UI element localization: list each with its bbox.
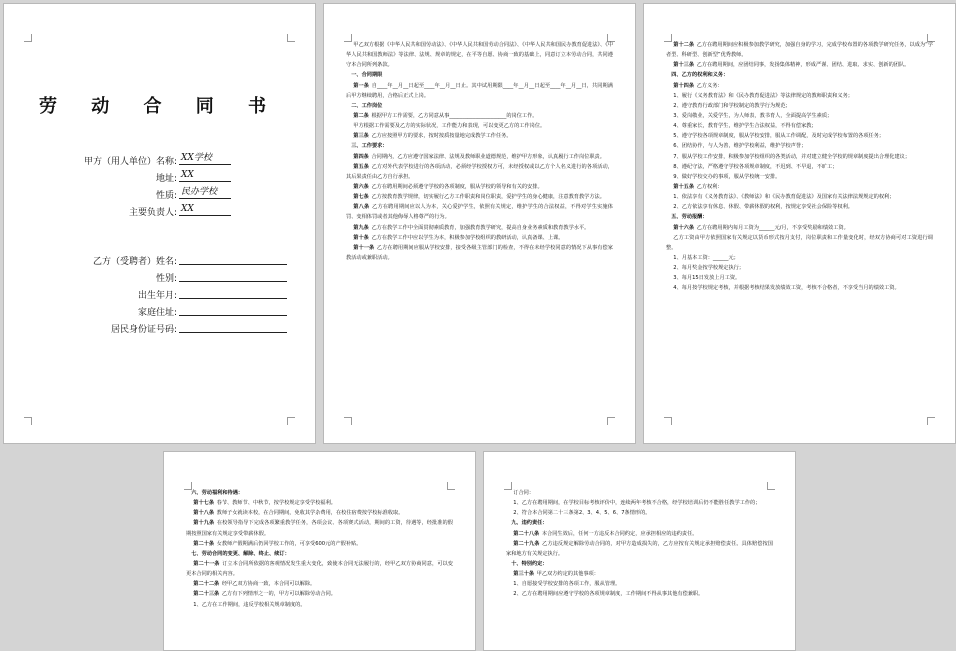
clause-paragraph xyxy=(666,141,933,151)
clause-text: 1、自愿接受学校安排的各项工作，服从管理。 xyxy=(513,581,621,588)
field-value[interactable]: 民办学校 xyxy=(179,186,231,199)
clause-text: 乙方违反规定解除劳动合同的，对甲方造成损失的，乙方应按有关规定承担赔偿责任。具体赔偿按国家和地方有关规定执行。 xyxy=(506,540,773,557)
page-2 xyxy=(323,3,636,444)
page-body xyxy=(506,488,773,600)
clause-number: 第一条 xyxy=(353,82,370,89)
field-label: 地址: xyxy=(155,174,177,184)
page-4 xyxy=(163,451,476,651)
crop-mark-bottom-right xyxy=(927,417,935,425)
clause-paragraph xyxy=(666,273,933,283)
clause-number: 第十四条 xyxy=(673,82,695,89)
clause-paragraph xyxy=(666,60,933,70)
clause-number: 第五条 xyxy=(353,163,370,170)
clause-paragraph xyxy=(666,283,933,293)
clause-text: 乙方工资由甲方依照国家有关规定以货币形式按月支付，岗位职责和工作量变化时，经双方协商可对工资进行调整。 xyxy=(666,234,933,251)
crop-mark-bottom-left xyxy=(344,417,352,425)
clause-number: 第十九条 xyxy=(193,520,215,527)
section-heading: 五、劳动报酬： xyxy=(671,214,708,221)
clause-paragraph xyxy=(666,253,933,263)
clause-text: 春节、教师节、中秋节，按学校规定享受学校福利。 xyxy=(216,500,336,507)
clause-paragraph xyxy=(666,152,933,162)
clause-number: 第八条 xyxy=(353,204,370,211)
clause-paragraph xyxy=(346,202,613,222)
section-heading: 六、劳动福利和待遇： xyxy=(191,490,244,496)
clause-number: 第二十三条 xyxy=(193,591,220,598)
section-heading: 二、工作岗位 xyxy=(351,102,383,109)
clause-paragraph xyxy=(666,172,933,182)
page-3 xyxy=(643,3,956,444)
clause-text: 1、履行《义务教育法》和《民办教育促进法》等法律规定的教师职责和义务； xyxy=(673,92,853,99)
clause-text: 9、做好学校交办的事项，服从学校统一安排。 xyxy=(673,173,781,180)
clause-number: 第三条 xyxy=(353,133,369,140)
clause-text: 1、依法享有《义务教育法》、《教师法》和《民办教育促进法》及国家有关法律法规规定的权利； xyxy=(673,194,895,201)
clause-text: 乙方在聘用期间应服从学校安排，接受各级主管部门的检查，不得在未经学校同意的情况下从事有偿家教活动或兼职活动。 xyxy=(346,244,613,261)
party-b-gender-row xyxy=(4,271,316,287)
clause-paragraph xyxy=(666,162,933,172)
field-label: 家庭住址: xyxy=(137,308,177,318)
clause-paragraph xyxy=(346,233,613,243)
clause-paragraph xyxy=(666,131,933,141)
clause-number: 第十一条 xyxy=(353,244,375,251)
field-value[interactable]: XX xyxy=(179,203,231,216)
clause-paragraph xyxy=(346,121,613,131)
clause-text: 经甲乙双方协商一致，本合同可以解除。 xyxy=(221,581,316,588)
page-body xyxy=(186,488,453,610)
clause-number: 第十二条 xyxy=(673,42,695,48)
clause-text: 乙方义务： xyxy=(696,82,723,89)
clause-text: 订合同： xyxy=(513,490,535,496)
clause-number: 第十五条 xyxy=(673,183,695,190)
field-label: 乙方（受聘者）姓名: xyxy=(92,257,177,267)
blank-line[interactable] xyxy=(179,305,287,316)
blank-line[interactable] xyxy=(179,288,287,299)
clause-number: 第十三条 xyxy=(673,62,695,69)
section-heading: 一、合同期限 xyxy=(351,72,383,79)
clause-paragraph xyxy=(186,600,453,610)
clause-text: 2、乙方依法享有休息、休假、带薪休假的权利，按规定享受社会保险等权利。 xyxy=(673,204,853,211)
clause-text: 本合同生效后，任何一方违反本合同约定，应承担相应的违约责任。 xyxy=(541,530,698,537)
contract-title: 劳 动 合 同 书 xyxy=(38,96,281,117)
crop-mark-bottom-right xyxy=(287,417,295,425)
crop-mark-top-left xyxy=(24,34,32,42)
clause-paragraph xyxy=(186,539,453,549)
clause-text: 甲方根据工作需要及乙方的实际状况，工作能力和表现，可以变更乙方的工作岗位。 xyxy=(353,123,546,130)
clause-paragraph xyxy=(346,162,613,182)
clause-paragraph xyxy=(666,40,933,60)
clause-paragraph xyxy=(186,589,453,599)
clause-text: 乙方在聘用期间必须遵守学校的各项制度，服从学校的领导和有关的安排。 xyxy=(371,183,543,190)
party-a-nature-row xyxy=(4,188,316,204)
field-label: 居民身份证号码: xyxy=(110,325,177,335)
field-label: 性别: xyxy=(155,274,177,284)
clause-text: 乙方在聘用期内每月工资为______元/月，不享受奖励和绩效工资。 xyxy=(696,224,849,231)
clause-paragraph xyxy=(346,40,613,70)
clause-paragraph xyxy=(506,569,773,579)
clause-paragraph xyxy=(666,101,933,111)
crop-mark-bottom-right xyxy=(607,417,615,425)
party-a-name-row xyxy=(4,154,316,170)
clause-text: 乙方在教学工作中全面贯彻素质教育，加强教育教学研究，提高自身业务素质和教育教学水平。 xyxy=(371,224,590,231)
clause-text: 4、每月按学校规定考核，并根据考核结果发放绩效工资，考核不合格者，不享受当月的绩效工资。 xyxy=(673,285,900,292)
clause-text: 2、遵守教育行政部门和学校制定的教学行为规范； xyxy=(673,102,791,109)
clause-paragraph xyxy=(666,202,933,212)
clause-number: 第十六条 xyxy=(673,224,695,231)
clause-paragraph xyxy=(346,243,613,263)
clause-text: 甲乙双方根据《中华人民共和国劳动法》、《中华人民共和国劳动合同法》、《中华人民共和国民办教育促进法》、《中华人民共和国教师法》等法律、法规、规章的规定，在平等自愿、协商一致的基础上，同意订立本劳动合同，共同遵守本合同所列条款。 xyxy=(346,42,613,69)
party-b-id-row xyxy=(4,322,316,338)
crop-mark-top-right xyxy=(287,34,295,42)
clause-number: 第六条 xyxy=(353,183,369,190)
field-label: 甲方（用人单位）名称: xyxy=(83,157,177,167)
field-value[interactable]: XX xyxy=(179,169,231,182)
clause-paragraph xyxy=(666,263,933,273)
section-heading: 九、违约责任： xyxy=(511,520,548,527)
clause-number: 第二十一条 xyxy=(193,560,220,567)
clause-text: 5、遵守学校各项规章制度，服从学校安排，服从工作调配，及时完成学校布置的各项任务； xyxy=(673,133,885,140)
clause-paragraph xyxy=(506,488,773,498)
clause-paragraph xyxy=(346,152,613,162)
party-a-head-row xyxy=(4,205,316,221)
page-body xyxy=(666,40,933,294)
clause-number: 第三十条 xyxy=(513,571,535,578)
clause-paragraph xyxy=(506,508,773,518)
clause-text: 1、乙方在工作期间，违反学校相关规章制度的。 xyxy=(193,601,306,608)
page-cover xyxy=(3,3,316,444)
party-b-address-row xyxy=(4,305,316,321)
clause-text: 根据甲方工作需要，乙方同意从事______________________的岗位工作。 xyxy=(371,112,538,119)
crop-mark-bottom-left xyxy=(24,417,32,425)
clause-text: 8、遵纪守法，严格遵守学校各项规章制度，不迟到、不早退，不旷工； xyxy=(673,163,838,170)
clause-text: 教师子女就读本校，在合同期间，免收其学杂费用，在校住宿费按学校标准收取。 xyxy=(216,510,404,517)
section-heading: 三、工作要求： xyxy=(351,143,388,150)
clause-text: 乙方按教育教学规律，切实履行乙方工作职责和岗位职责，爱护学生的身心健康，注意教育教学方法。 xyxy=(371,194,605,201)
clause-text: 乙方权利： xyxy=(696,183,723,190)
clause-text: 乙方在教学工作中应以学生为本，积极参加学校组织的教研活动，认真备课、上课。 xyxy=(371,234,564,241)
clause-text: 乙方在聘用期间应以人为本，关心爱护学生，依照有关规定，维护学生的合法权益，不得对学生实施体罚、变相体罚或者其他侮辱人格尊严的行为。 xyxy=(346,204,613,221)
clause-paragraph xyxy=(186,508,453,518)
clause-text: 乙方应按照甲方的要求，按时按质按量地完成教学工作任务。 xyxy=(371,133,512,140)
clause-text: 在校领导指导下完成各项繁重教学任务，各项会议、各项赛式活动，期间的工资，待遇等，经批准的假期按照国家有关规定享受带薪休假。 xyxy=(186,520,453,537)
page-body xyxy=(346,40,613,263)
clause-text: 3、每月15日发放上月工资。 xyxy=(673,275,741,282)
clause-text: 乙方在聘用期间应积极参加教学研究，加强自身的学习，完成学校布置的各项教学研究任务，以成为“学者型、科研型、创新型”优秀教师。 xyxy=(666,42,933,59)
clause-paragraph xyxy=(346,111,613,121)
blank-line[interactable] xyxy=(179,271,287,282)
clause-paragraph xyxy=(186,518,453,538)
clause-text: 女教师产假期满后仍回学校工作的，可享受600元的产假补贴。 xyxy=(216,540,362,547)
party-a-address-row xyxy=(4,171,316,187)
clause-number: 第十条 xyxy=(353,234,369,241)
clause-number: 第二十九条 xyxy=(513,540,540,547)
clause-paragraph xyxy=(666,91,933,101)
clause-number: 第十七条 xyxy=(193,500,215,507)
clause-text: 乙方在聘用期间，应团结同事，发扬集体精神，形成严谨、团结、进取、求实、创新的团队。 xyxy=(696,62,910,69)
clause-number: 第四条 xyxy=(353,153,369,160)
clause-text: 2、乙方在聘用期间应遵守学校的各项规章制度，工作期间不得从事其他有偿兼职。 xyxy=(513,591,704,598)
clause-text: 1、月基本工资：______元； xyxy=(673,254,739,261)
blank-line[interactable] xyxy=(179,254,287,265)
party-b-birth-row xyxy=(4,288,316,304)
clause-number: 第二十二条 xyxy=(193,581,220,588)
clause-text: 自____年__月__日起至____年__月__日止。其中试用期限____年__月__日起至____年__月__日，共同期满后甲方继续聘用，合格后正式上岗。 xyxy=(346,82,613,99)
section-heading: 四、乙方的权利和义务： xyxy=(671,72,729,79)
clause-paragraph xyxy=(346,223,613,233)
clause-paragraph xyxy=(666,111,933,121)
clause-paragraph xyxy=(666,121,933,131)
clause-text: 甲乙双方约定的其他事项： xyxy=(536,571,599,578)
clause-paragraph xyxy=(186,579,453,589)
field-label: 性质: xyxy=(155,191,177,201)
clause-paragraph xyxy=(506,498,773,508)
clause-text: 4、尊重家长，教育学生，维护学生合法权益，不得有偿家教； xyxy=(673,123,817,130)
clause-paragraph xyxy=(346,81,613,101)
section-heading: 十、特别约定： xyxy=(511,560,548,567)
clause-paragraph xyxy=(346,131,613,141)
crop-mark-bottom-left xyxy=(664,417,672,425)
clause-number: 第九条 xyxy=(353,224,369,231)
clause-text: 合同期内，乙方应遵守国家法律、法规及教师职业道德规范，维护甲方形象，认真履行工作岗位职责。 xyxy=(371,153,605,160)
clause-text: 2、每月奖金按学校规定执行； xyxy=(673,265,745,272)
clause-text: 6、团结协作，与人为善，维护学校利益，维护学校声誉； xyxy=(673,143,807,150)
field-value[interactable]: XX学校 xyxy=(179,152,231,165)
clause-paragraph xyxy=(186,498,453,508)
clause-paragraph xyxy=(506,529,773,539)
clause-number: 第二十八条 xyxy=(513,530,540,537)
clause-paragraph xyxy=(666,182,933,192)
section-heading: 七、劳动合同的变更、解除、终止、续订： xyxy=(191,550,290,557)
party-b-name-row xyxy=(4,254,316,270)
blank-line[interactable] xyxy=(179,322,287,333)
clause-paragraph xyxy=(666,81,933,91)
clause-number: 第二条 xyxy=(353,112,369,119)
clause-text: 1、乙方在聘用期间，在学校目标考核评价中，连续两年考核不合格，经学校培训后仍不能胜任教学工作的； xyxy=(513,500,761,507)
clause-paragraph xyxy=(346,192,613,202)
page-5 xyxy=(483,451,796,651)
clause-text: 2、符合本合同第二十三条第2、3、4、5、6、7条情形的。 xyxy=(513,510,651,517)
clause-number: 第十八条 xyxy=(193,510,215,517)
clause-paragraph xyxy=(666,233,933,253)
clause-paragraph xyxy=(506,539,773,559)
clause-paragraph xyxy=(666,223,933,233)
field-label: 主要负责人: xyxy=(128,208,177,218)
clause-number: 第七条 xyxy=(353,194,369,201)
clause-text: 3、爱岗敬业，关爱学生，为人师表，教书育人，全面提高学生素质； xyxy=(673,112,833,119)
clause-paragraph xyxy=(186,559,453,579)
clause-text: 订立本合同所依据的客观情况发生重大变化，致使本合同无法履行的，经甲乙双方协商同意，可以变更本合同的相关内容。 xyxy=(186,560,453,578)
clause-text: 7、服从学校工作安排，积极参加学校组织的各类活动，并对建立健全学校的规章制度提出合理化建议； xyxy=(673,153,911,160)
clause-text: 乙方有下列情形之一的，甲方可以解除劳动合同。 xyxy=(221,591,336,598)
clause-paragraph xyxy=(506,579,773,589)
clause-number: 第二十条 xyxy=(193,540,215,547)
clause-paragraph xyxy=(346,182,613,192)
field-label: 出生年月: xyxy=(137,291,177,301)
clause-paragraph xyxy=(666,192,933,202)
clause-text: 乙方对外代表学校进行的各项活动，必须经学校授权方可，未经授权或以乙方个人名义进行的各项活动，其后果责任由乙方自行承担。 xyxy=(346,163,613,180)
clause-paragraph xyxy=(506,589,773,599)
